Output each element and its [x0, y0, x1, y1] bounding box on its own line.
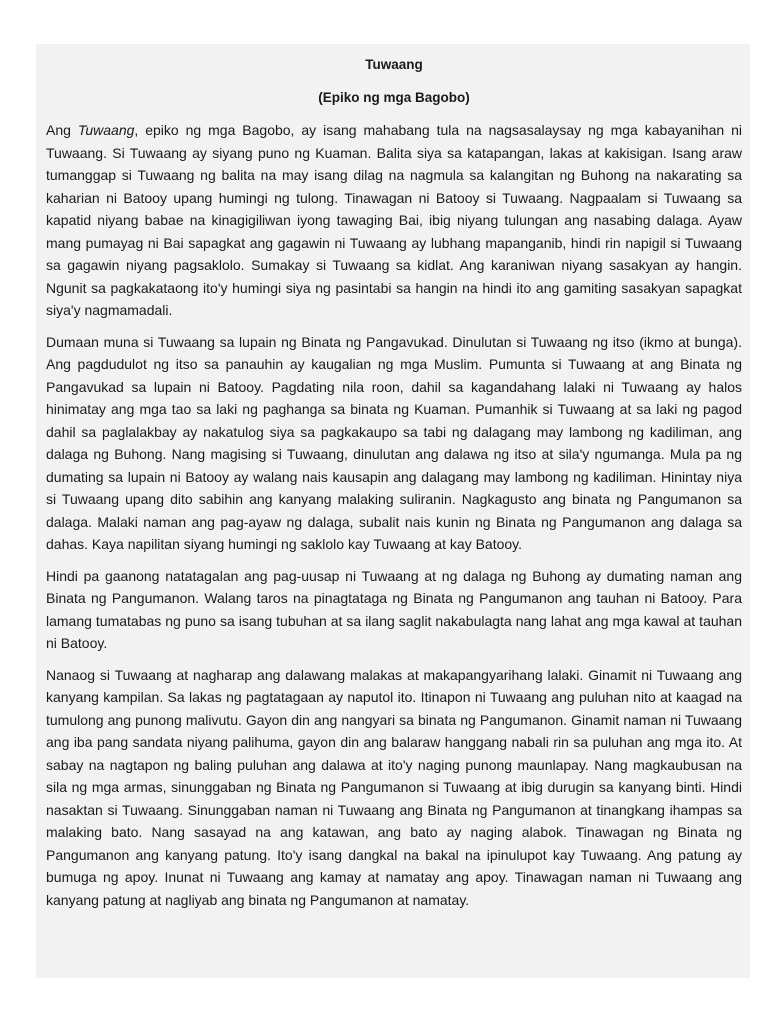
document-page [36, 44, 750, 978]
paragraph-1-text: , epiko ng mga Bagobo, ay isang mahabang tula na nagsasalaysay ng mga kabayanihan ni Tuwaang. Si Tuwaang ay siyang puno ng Kuaman. Balita siya sa katapangan, lakas at kakisigan. Isang araw tumanggap si Tuwaang ng balita na may isang dilag na nagmula sa kalangitan ng Buhong na nakarating sa kaharian ni Batooy upang humingi ng tulong. Tinawagan ni Batooy si Tuwaang. Nagpaalam si Tuwaang sa kapatid niyang babae na kinagigiliwan iyong tawaging Bai, ibig niyang tulungan ang nasabing dalaga. Ayaw mang pumayag ni Bai sapagkat ang gagawin ni Tuwaang ay lubhang mapanganib, hindi rin napigil si Tuwaang sa gagawin niyang pagsaklolo. Sumakay si Tuwaang sa kidlat. Ang karaniwan niyang sasakyan ay hangin. Ngunit sa pagkakataong ito'y humingi siya ng pasintabi sa hangin na hindi ito ang gamiting sasakyan sapagkat siya'y nagmamadali. [46, 122, 742, 318]
paragraph-1-lead: Ang [46, 122, 78, 138]
document-body [46, 54, 742, 911]
document-title: Tuwaang [365, 57, 423, 72]
document-subtitle: (Epiko ng mga Bagobo) [318, 89, 470, 105]
paragraph-1-italic-title: Tuwaang [77, 122, 135, 138]
paragraph-1 [46, 119, 742, 322]
paragraph-3: Hindi pa gaanong natatagalan ang pag-uusap ni Tuwaang at ng dalaga ng Buhong ay dumating naman ang Binata ng Pangumanon. Walang taros na pinagtataga ng Binata ng Pangumanon ang tauhan ni Batooy. Para lamang tumatabas ng puno sa isang tubuhan at sa ilang saglit nakabulagta nang lahat ang mga kawal at tauhan ni Batooy. [46, 567, 742, 651]
paragraph-4: Nanaog si Tuwaang at nagharap ang dalawang malakas at makapangyarihang lalaki. Ginamit ni Tuwaang ang kanyang kampilan. Sa lakas ng pagtatagaan ay naputol ito. Itinapon ni Tuwaang ang puluhan nito at kaagad na tumulong ang punong malivutu. Gayon din ang nangyari sa binata ng Pangumanon. Ginamit naman ni Tuwaang ang iba pang sandata niyang palihuma, gayon din ang balaraw hanggang nabali rin sa puluhan ang mga ito. At sabay na nagtapon ng baling puluhan ang dalawa at ito'y naging punong maunlapay. Nang magkaubusan na sila ng mga armas, sinunggaban ng Binata ng Pangumanon si Tuwaang at ibig durugin sa kanyang binti. Hindi nasaktan si Tuwaang. Sinunggaban naman ni Tuwaang ang Binata ng Pangumanon at tinangkang ihampas sa malaking bato. Nang sasayad na ang katawan, ang bato ay naging alabok. Tinawagan ng Binata ng Pangumanon ang kanyang patung. Ito'y isang dangkal na bakal na ipinulupot kay Tuwaang. Ang patung ay bumuga ng apoy. Inunat ni Tuwaang ang kamay at namatay ang apoy. Tinawagan naman ni Tuwaang ang kanyang patung at nagliyab ang binata ng Pangumanon at namatay. [46, 666, 742, 908]
paragraph-2: Dumaan muna si Tuwaang sa lupain ng Binata ng Pangavukad. Dinulutan si Tuwaang ng itso (ikmo at bunga). Ang pagdudulot ng itso sa panauhin ay kaugalian ng mga Muslim. Pumunta si Tuwaang at ang Binata ng Pangavukad sa lupain ni Batooy. Pagdating nila roon, dahil sa kagandahang lalaki ni Tuwaang ay halos hinimatay ang mga tao sa laki ng paghanga sa binata ng Kuaman. Pumanhik si Tuwaang at sa laki ng pagod dahil sa paglalakbay ay nakatulog siya sa pagkakaupo sa tabi ng dalagang may lambong ng kadiliman, ang dalaga ng Buhong. Nang magising si Tuwaang, dinulutan ang dalawa ng itso at sila'y ngumanga. Mula pa ng dumating sa lupain ni Batooy ay walang nais kausapin ang dalagang may lambong ng kadiliman. Hinintay niya si Tuwaang upang dito sabihin ang kanyang malaking suliranin. Nagkagusto ang binata ng Pangumanon sa dalaga. Malaki naman ang pag-ayaw ng dalaga, subalit nais kunin ng Binata ng Pangumanon ang dalaga sa dahas. Kaya napilitan siyang humingi ng saklolo kay Tuwaang at kay Batooy. [46, 333, 742, 552]
